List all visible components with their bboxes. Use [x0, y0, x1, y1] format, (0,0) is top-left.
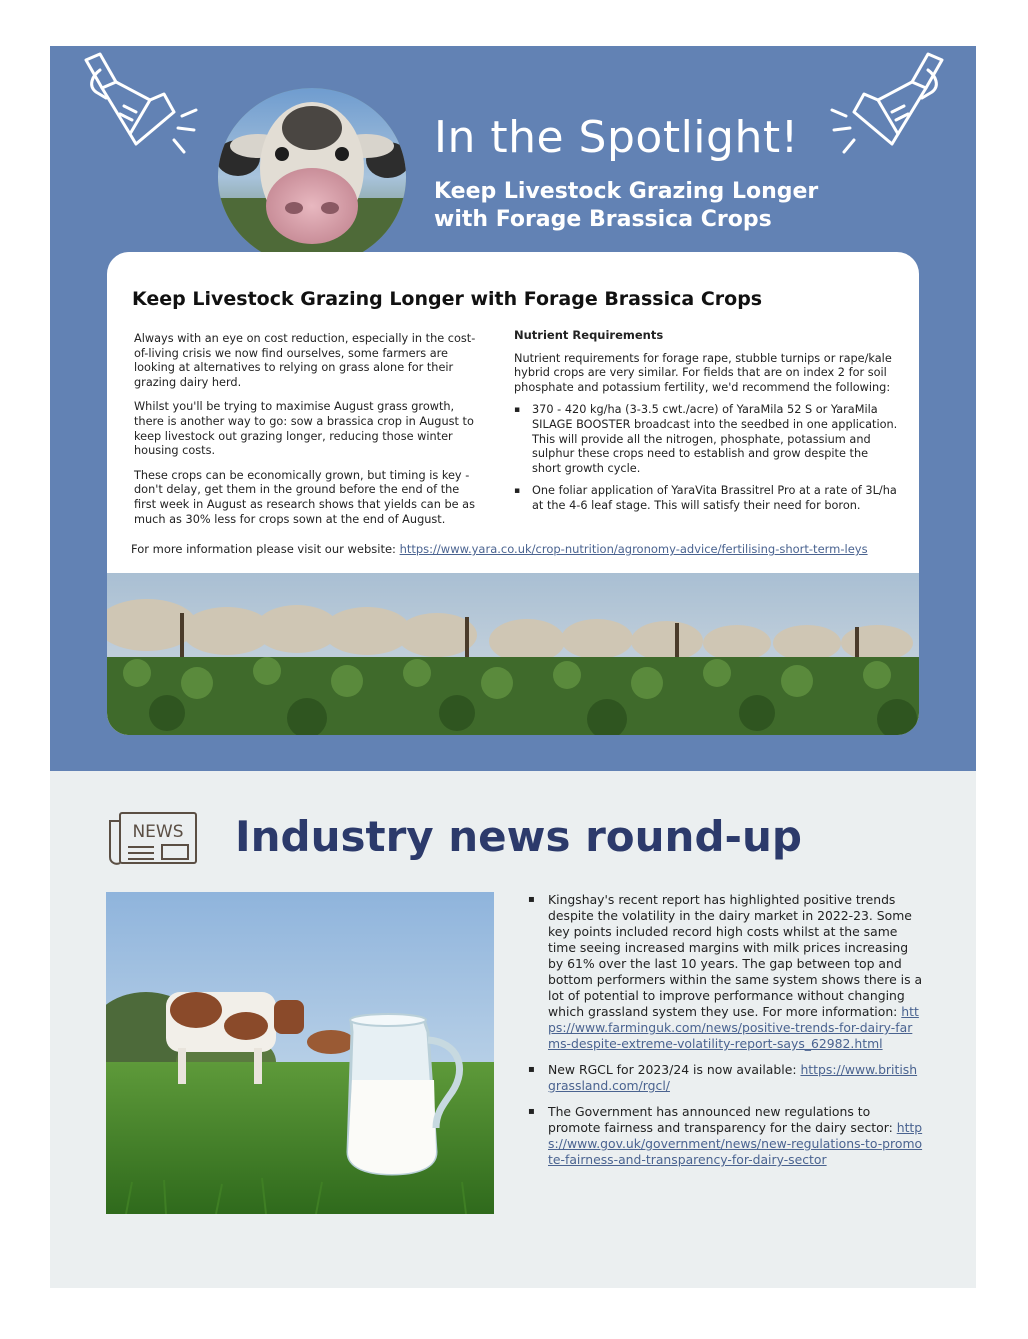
news-heading: Industry news round-up	[235, 812, 802, 861]
spotlight-subtitle: Keep Livestock Grazing Longer with Forage Brassica Crops	[434, 179, 819, 232]
cow-photo	[218, 88, 406, 266]
article-paragraph: Whilst you'll be trying to maximise August grass growth, there is another way to go: sow a brassica crop in August to keep livestock out grazing longer, reducing those winter housing costs.	[134, 400, 474, 458]
nutrient-list-item: ▪ One foliar application of YaraVita Brassitrel Pro at a rate of 3L/ha at the 4-6 leaf stage. This will satisfy their need for boron.	[532, 484, 899, 513]
farminguk-link[interactable]: https://www.farminguk.com/news/positive-trends-for-dairy-farms-despite-extreme-volatility-report-says_62982.html	[548, 1004, 919, 1051]
news-item-text: Kingshay's recent report has highlighted positive trends despite the volatility in the dairy market in 2022-23. Some key points included record high costs whilst at the same time seeing increased margins with milk prices increasing by 61% over the last 10 years. The gap between top and bottom performers within the same system shows there is a lot of potential to improve performance without changing which grassland system they use. For more information:	[548, 892, 923, 1019]
nutrient-intro: Nutrient requirements for forage rape, stubble turnips or rape/kale hybrid crops are very similar. For fields that are on index 2 for soil phosphate and potassium fertility, we'd recommend the following:	[514, 351, 892, 394]
nutrient-list-item: ▪ 370 - 420 kg/ha (3-3.5 cwt./acre) of YaraMila 52 S or YaraMila SILAGE BOOSTER broadcast into the seedbed in one application. This will provide all the nitrogen, phosphate, potassium and sulphur these crops need to establish and grow despite the short growth cycle.	[532, 403, 899, 476]
article-right-column	[514, 328, 899, 522]
article-paragraph: Always with an eye on cost reduction, especially in the cost-of-living crisis we now find ourselves, some farmers are looking at alternatives to relying on grass alone for their grazing dairy herd.	[134, 332, 476, 389]
news-item-text: New RGCL for 2023/24 is now available:	[548, 1062, 801, 1077]
milk-jug-photo	[106, 892, 494, 1214]
article-card	[107, 252, 919, 735]
news-item	[548, 1104, 924, 1168]
article-paragraph: These crops can be economically grown, but timing is key - don't delay, get them in the ground before the end of the first week in August as research shows that yields can be as much as 30% less for crops sown at the end of August.	[134, 468, 475, 526]
spotlight-title: In the Spotlight!	[434, 112, 799, 163]
more-info-line	[131, 542, 868, 556]
newspaper-icon	[106, 811, 198, 867]
article-title: Keep Livestock Grazing Longer with Forage Brassica Crops	[132, 288, 763, 310]
news-item	[548, 892, 924, 1052]
megaphone-left-icon	[78, 48, 210, 158]
more-info-text: For more information please visit our website:	[131, 542, 400, 556]
herd-grazing-photo	[107, 573, 919, 735]
british-grassland-link[interactable]: https://www.britishgrassland.com/rgcl/	[548, 1062, 918, 1093]
gov-uk-link[interactable]: https://www.gov.uk/government/news/new-regulations-to-promote-fairness-and-transparency-for-dairy-sector	[548, 1120, 923, 1167]
nutrient-list	[514, 403, 899, 513]
megaphone-right-icon	[818, 48, 950, 158]
news-item	[548, 1062, 924, 1094]
news-list	[528, 892, 924, 1178]
nutrient-heading: Nutrient Requirements	[514, 328, 664, 342]
yara-website-link[interactable]: https://www.yara.co.uk/crop-nutrition/agronomy-advice/fertilising-short-term-leys	[399, 542, 868, 556]
article-left-column	[134, 332, 484, 537]
news-item-text: The Government has announced new regulations to promote fairness and transparency for the dairy sector:	[548, 1104, 897, 1135]
news-icon-label: NEWS	[132, 822, 184, 842]
